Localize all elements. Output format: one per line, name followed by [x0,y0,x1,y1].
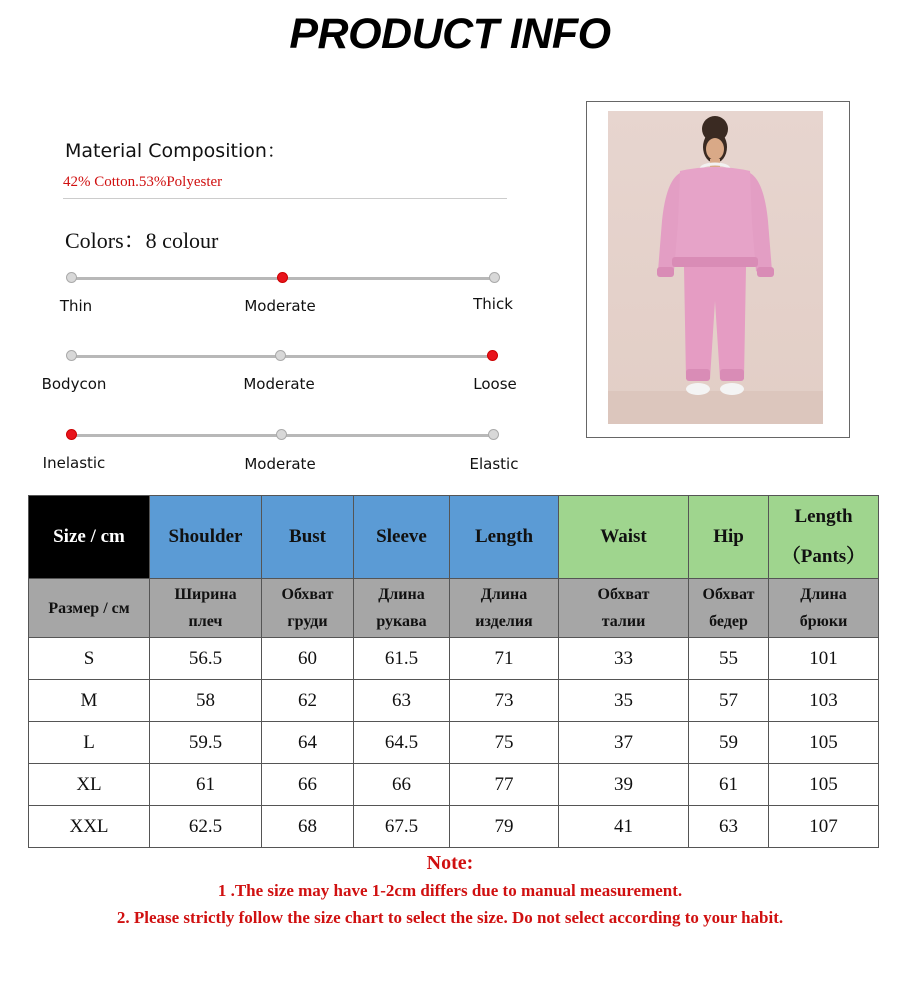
measurement-cell: 41 [559,806,689,848]
measurement-cell: 57 [689,680,769,722]
measurement-cell: 35 [559,680,689,722]
elasticity-dot-inelastic [66,429,77,440]
header-ru-sleeve [354,579,450,638]
note-line-2: 2. Please strictly follow the size chart to select the size. Do not select according to your habit. [116,908,784,927]
header-bust: Bust [262,496,354,579]
header-ru-length [450,579,559,638]
fit-dot-bodycon [66,350,77,361]
header-ru-sleeve-l2: рукава [376,613,427,630]
thickness-label-moderate: Moderate [244,297,316,315]
table-row [29,638,879,680]
header-ru-size: Размер / см [29,579,150,638]
measurement-cell: 103 [769,680,879,722]
measurement-cell: 61 [689,764,769,806]
measurement-cell: 60 [262,638,354,680]
note-line-1: 1 .The size may have 1-2cm differs due to manual measurement. [217,881,683,900]
measurement-cell: 39 [559,764,689,806]
table-row [29,764,879,806]
header-pants-length-line2: （Pants） [781,546,866,567]
header-ru-pants-length-l2: брюки [799,613,848,630]
elasticity-label-moderate: Moderate [244,455,316,473]
header-ru-length-l2: изделия [475,613,533,630]
material-label: Material Composition： [65,140,286,162]
fit-dot-loose [487,350,498,361]
elasticity-slider [72,434,495,437]
measurement-cell: 66 [262,764,354,806]
measurement-cell: 105 [769,722,879,764]
measurement-cell: 101 [769,638,879,680]
measurement-cell: 73 [450,680,559,722]
table-row [29,806,879,848]
thickness-label-thin: Thin [59,297,93,315]
header-ru-hip [689,579,769,638]
thickness-dot-thick [489,272,500,283]
measurement-cell: 67.5 [354,806,450,848]
size-chart-table [28,495,879,848]
fit-label-bodycon: Bodycon [41,375,107,393]
header-ru-waist [559,579,689,638]
header-hip: Hip [689,496,769,579]
measurement-cell: 64.5 [354,722,450,764]
product-photo [608,111,823,424]
measurement-cell: 66 [354,764,450,806]
measurement-cell: 62.5 [150,806,262,848]
measurement-cell: 33 [559,638,689,680]
measurement-cell: 63 [689,806,769,848]
measurement-cell: 75 [450,722,559,764]
elasticity-dot-elastic [488,429,499,440]
colors-label: Colors：8 colour [65,228,219,253]
measurement-cell: 64 [262,722,354,764]
elasticity-label-inelastic: Inelastic [42,454,106,472]
header-ru-waist-l1: Обхват [597,586,650,603]
table-header-row-ru [29,579,879,638]
product-photo-frame [586,101,850,438]
page-title: PRODUCT INFO [289,10,611,58]
header-ru-bust-l2: груди [287,613,328,630]
thickness-dot-thin [66,272,77,283]
measurement-cell: 61.5 [354,638,450,680]
thickness-dot-moderate [277,272,288,283]
header-ru-pants-length [769,579,879,638]
fit-dot-moderate [275,350,286,361]
measurement-cell: 79 [450,806,559,848]
header-sleeve: Sleeve [354,496,450,579]
measurement-cell: 59.5 [150,722,262,764]
size-cell: XL [29,764,150,806]
fit-label-loose: Loose [473,375,517,393]
elasticity-label-elastic: Elastic [469,455,519,473]
thickness-slider [72,277,495,280]
header-size: Size / cm [29,496,150,579]
fit-slider [72,355,495,358]
measurement-cell: 37 [559,722,689,764]
measurement-cell: 107 [769,806,879,848]
header-pants-length [769,496,879,579]
size-rows [29,638,879,848]
measurement-cell: 63 [354,680,450,722]
elasticity-dot-moderate [276,429,287,440]
size-cell: M [29,680,150,722]
measurement-cell: 68 [262,806,354,848]
measurement-cell: 71 [450,638,559,680]
header-ru-hip-l1: Обхват [702,586,755,603]
note-heading: Note: [426,852,474,874]
measurement-cell: 58 [150,680,262,722]
header-ru-shoulder-l1: Ширина [174,586,237,603]
measurement-cell: 59 [689,722,769,764]
size-cell: L [29,722,150,764]
header-waist: Waist [559,496,689,579]
measurement-cell: 105 [769,764,879,806]
header-ru-pants-length-l1: Длина [800,586,847,603]
measurement-cell: 56.5 [150,638,262,680]
header-ru-shoulder-l2: плеч [188,613,223,630]
header-pants-length-line1: Length [794,506,853,527]
header-ru-hip-l2: бедер [709,613,748,630]
fit-label-moderate: Moderate [243,375,315,393]
table-row [29,680,879,722]
model-figure-illustration [608,111,823,424]
table-row [29,722,879,764]
thickness-label-thick: Thick [473,295,513,313]
measurement-cell: 77 [450,764,559,806]
table-header-row-en [29,496,879,579]
header-ru-waist-l2: талии [601,613,646,630]
header-length: Length [450,496,559,579]
divider [63,198,507,199]
header-ru-sleeve-l1: Длина [378,586,425,603]
size-cell: S [29,638,150,680]
measurement-cell: 55 [689,638,769,680]
measurement-cell: 62 [262,680,354,722]
measurement-cell: 61 [150,764,262,806]
header-ru-bust [262,579,354,638]
header-shoulder: Shoulder [150,496,262,579]
header-ru-shoulder [150,579,262,638]
header-ru-bust-l1: Обхват [281,586,334,603]
size-cell: XXL [29,806,150,848]
material-value: 42% Cotton.53%Polyester [63,174,223,190]
header-ru-length-l1: Длина [480,586,528,603]
